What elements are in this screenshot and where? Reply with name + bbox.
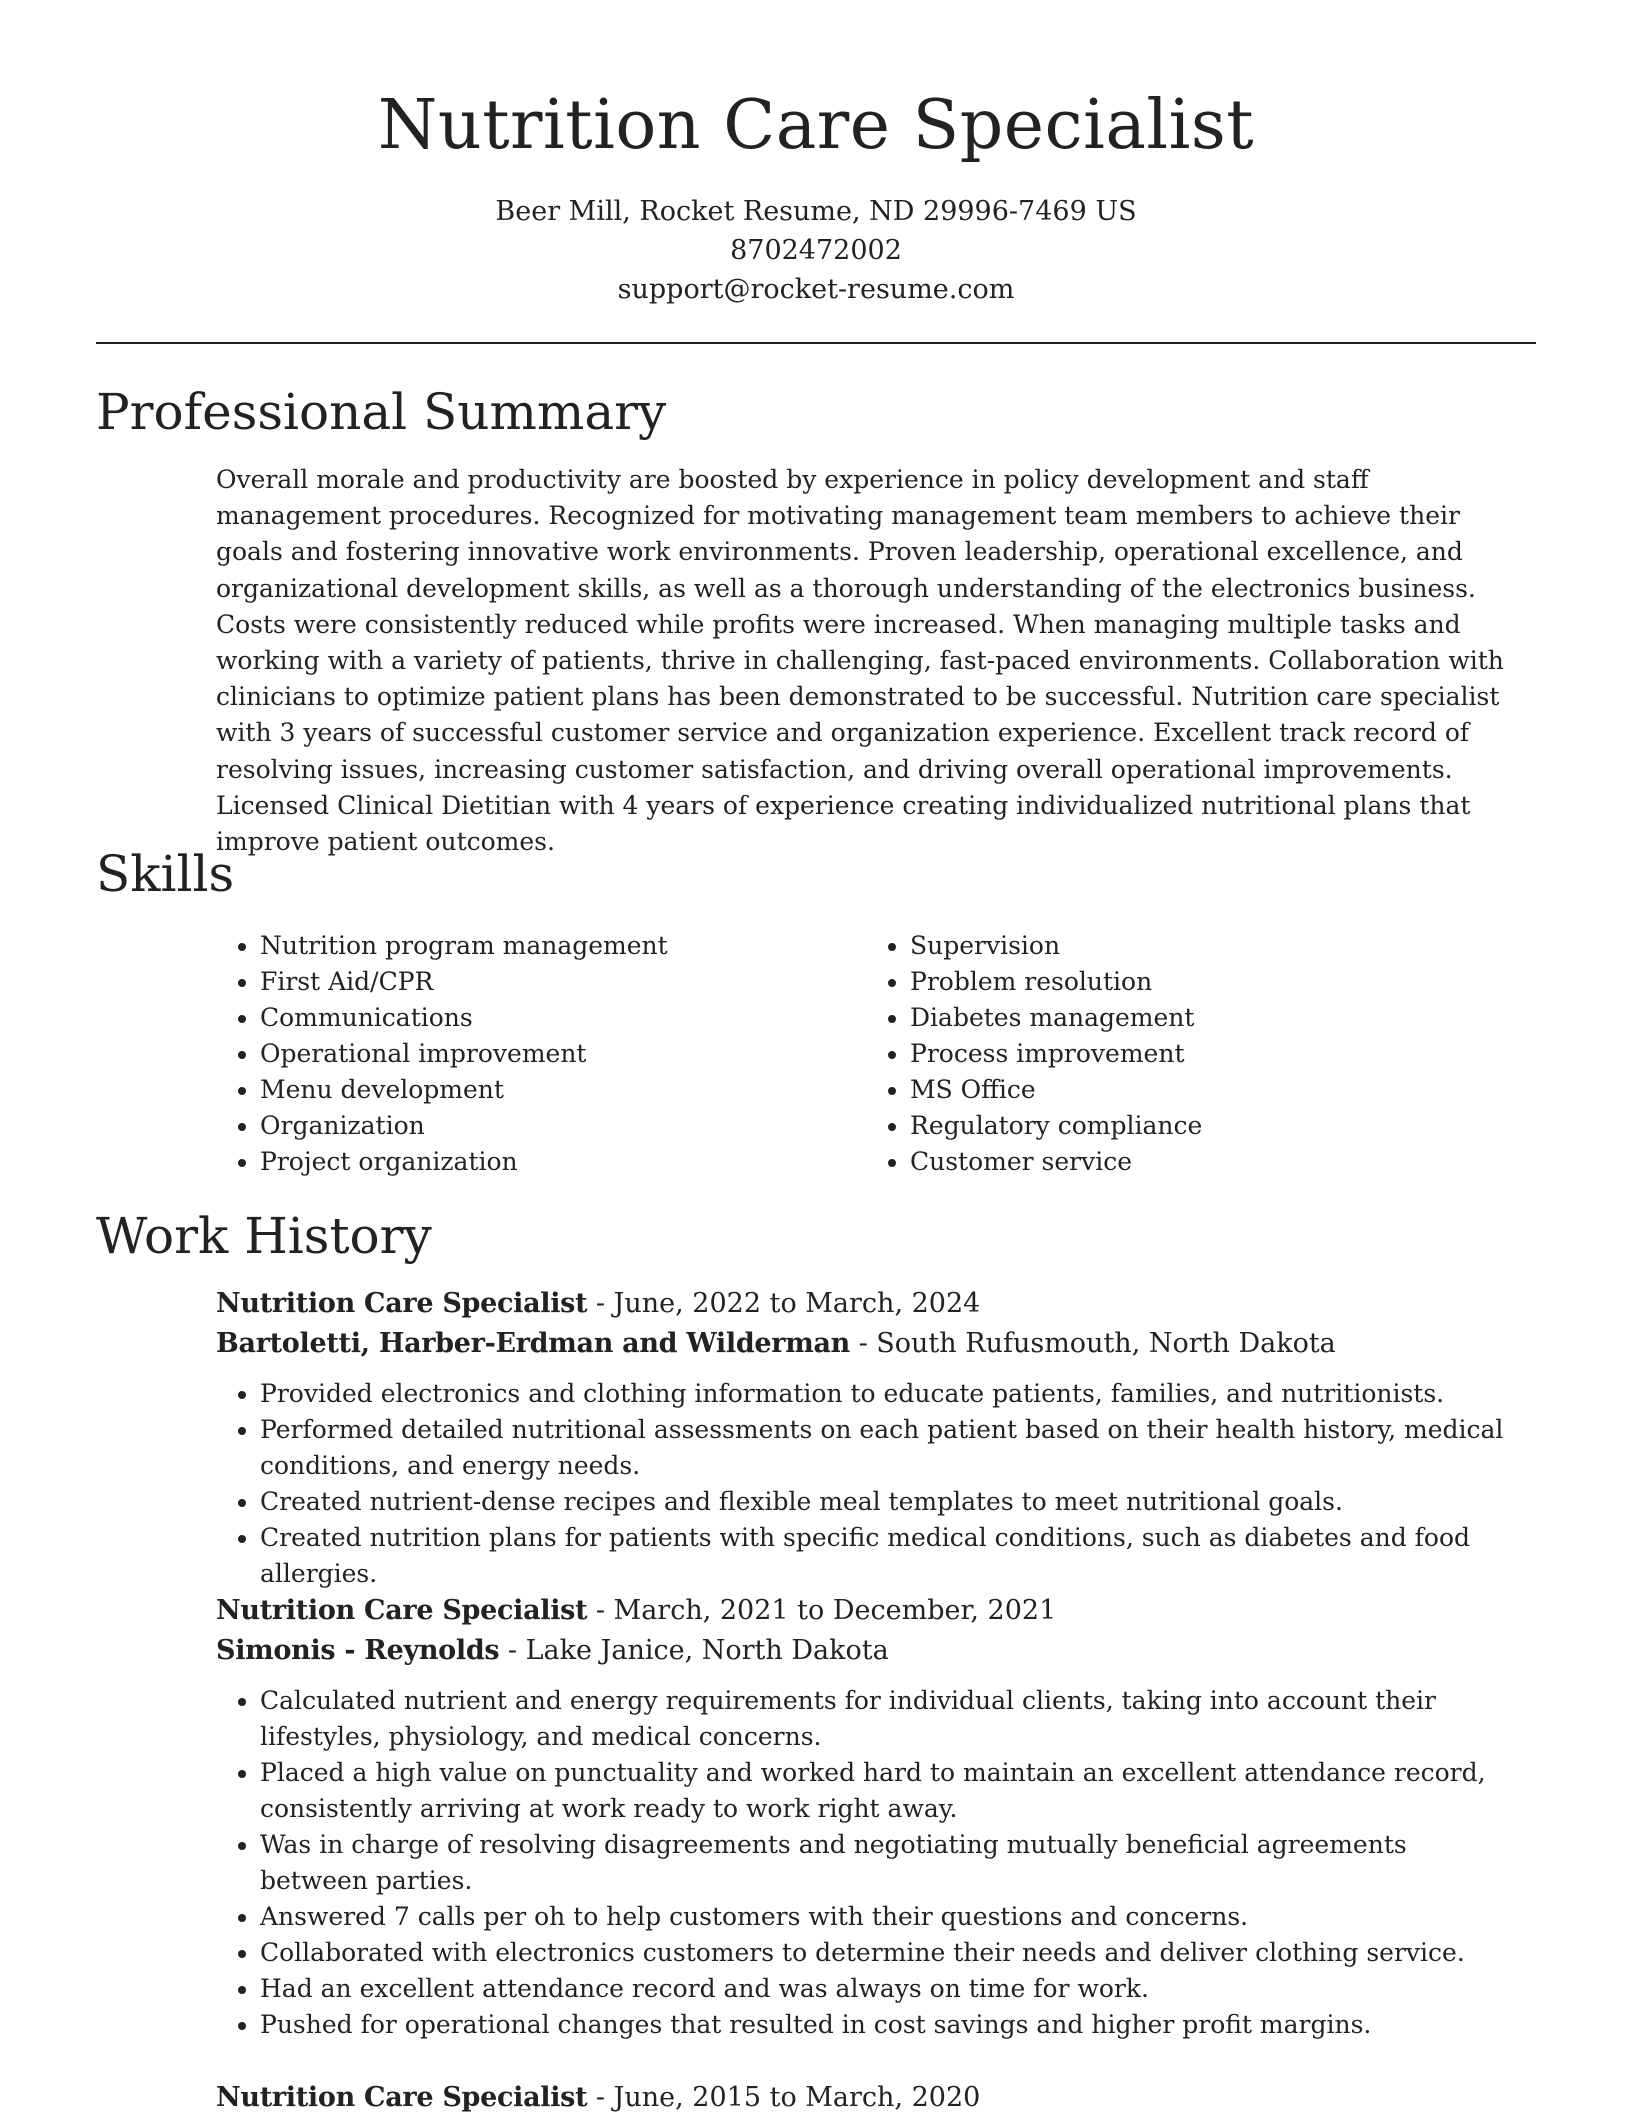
company-name: Bartoletti, Harber-Erdman and Wilderman — [216, 1328, 850, 1359]
job-title-line — [216, 1591, 1516, 1631]
email-address: support@rocket-resume.com — [617, 274, 1015, 305]
job-dates: - March, 2021 to December, 2021 — [587, 1595, 1057, 1626]
contact-info — [0, 192, 1632, 309]
job-role: Nutrition Care Specialist — [216, 1288, 588, 1319]
job-entry — [216, 1591, 1516, 2043]
job-company-line — [216, 1631, 1516, 1671]
candidate-name: Nutrition Care Specialist — [377, 86, 1255, 165]
summary-heading: Professional Summary — [96, 383, 667, 441]
job-bullet: • Collaborated with electronics customers to determine their needs and deliver clothing service. — [260, 1935, 1516, 1971]
skill-item: • Nutrition program management — [260, 928, 866, 964]
address: Beer Mill, Rocket Resume, ND 29996-7469 US — [495, 196, 1137, 227]
job-bullet: • Had an excellent attendance record and was always on time for work. — [260, 1971, 1516, 2007]
job-entry — [216, 2078, 1516, 2118]
skill-item: • First Aid/CPR — [260, 964, 866, 1000]
skill-item: • Customer service — [910, 1144, 1516, 1180]
job-bullet: • Calculated nutrient and energy requirements for individual clients, taking into account their lifestyles, physiology, and medical concerns. — [260, 1683, 1516, 1755]
skill-item: • Operational improvement — [260, 1036, 866, 1072]
skills-column-right — [866, 928, 1516, 1180]
job-bullet: • Placed a high value on punctuality and worked hard to maintain an excellent attendance record, consistently arriving at work ready to work right away. — [260, 1755, 1516, 1827]
job-title-line — [216, 1284, 1516, 1324]
job-dates: - June, 2022 to March, 2024 — [587, 1288, 981, 1319]
skill-item: • MS Office — [910, 1072, 1516, 1108]
header-divider — [96, 342, 1536, 344]
skills-heading: Skills — [96, 845, 235, 903]
job-bullet: • Pushed for operational changes that resulted in cost savings and higher profit margins. — [260, 2007, 1516, 2043]
job-bullet: • Created nutrient-dense recipes and flexible meal templates to meet nutritional goals. — [260, 1484, 1516, 1520]
skill-item: • Communications — [260, 1000, 866, 1036]
job-bullet: • Answered 7 calls per oh to help customers with their questions and concerns. — [260, 1899, 1516, 1935]
skill-item: • Diabetes management — [910, 1000, 1516, 1036]
job-location: - Lake Janice, North Dakota — [499, 1635, 889, 1666]
job-role: Nutrition Care Specialist — [216, 1595, 588, 1626]
phone-number: 8702472002 — [730, 235, 902, 266]
skill-item: • Process improvement — [910, 1036, 1516, 1072]
job-title-line — [216, 2078, 1516, 2118]
company-name: Simonis - Reynolds — [216, 1635, 500, 1666]
job-bullet: • Provided electronics and clothing information to educate patients, families, and nutritionists. — [260, 1376, 1516, 1412]
skill-item: • Organization — [260, 1108, 866, 1144]
skill-item: • Project organization — [260, 1144, 866, 1180]
job-bullet: • Was in charge of resolving disagreements and negotiating mutually beneficial agreements between parties. — [260, 1827, 1516, 1899]
skills-list — [216, 928, 1516, 1180]
skills-column-left — [216, 928, 866, 1180]
job-bullets — [216, 1376, 1516, 1592]
summary-text: Overall morale and productivity are boosted by experience in policy development and staff management procedures. Recognized for motivating management team members to achieve their goals and fostering innovative work environments. Proven leadership, operational excellence, and organizational development skills, as well as a thorough understanding of the electronics business. Costs were consistently reduced while profits were increased. When managing multiple tasks and working with a variety of patients, thrive in challenging, fast-paced environments. Collaboration with clinicians to optimize patient plans has been demonstrated to be successful. Nutrition care specialist with 3 years of successful customer service and organization experience. Excellent track record of resolving issues, increasing customer satisfaction, and driving overall operational improvements. Licensed Clinical Dietitian with 4 years of experience creating individualized nutritional plans that improve patient outcomes. — [216, 465, 1504, 857]
skill-item: • Regulatory compliance — [910, 1108, 1516, 1144]
work-history-heading: Work History — [96, 1207, 432, 1265]
skill-item: • Supervision — [910, 928, 1516, 964]
skill-item: • Menu development — [260, 1072, 866, 1108]
job-bullet: • Performed detailed nutritional assessments on each patient based on their health history, medical conditions, and energy needs. — [260, 1412, 1516, 1484]
resume-header — [0, 0, 1632, 309]
job-company-line — [216, 1324, 1516, 1364]
skill-item: • Problem resolution — [910, 964, 1516, 1000]
job-entry — [216, 1284, 1516, 1592]
job-role: Nutrition Care Specialist — [216, 2082, 588, 2113]
job-dates: - June, 2015 to March, 2020 — [587, 2082, 981, 2113]
job-bullets — [216, 1683, 1516, 2043]
job-bullet: • Created nutrition plans for patients with specific medical conditions, such as diabetes and food allergies. — [260, 1520, 1516, 1592]
job-location: - South Rufusmouth, North Dakota — [850, 1328, 1336, 1359]
